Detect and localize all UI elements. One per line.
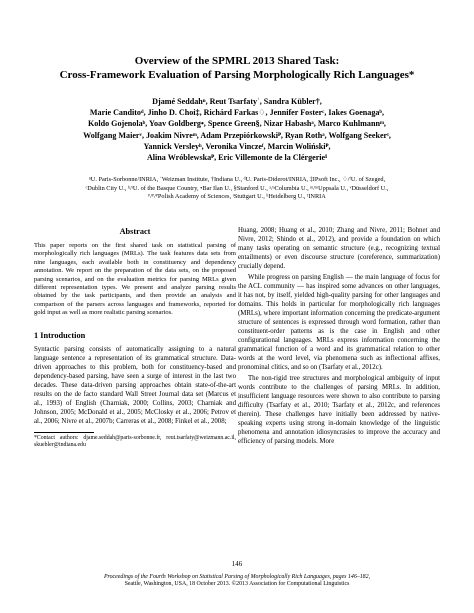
author-line: Koldo Gojenolaᵇ, Yoav Goldberg•, Spence Green§, Nizar Habashᵃ, Marco Kuhlmannᵐ, [88,119,386,129]
paper-title-line1: Overview of the SPMRL 2013 Shared Task: [134,55,340,67]
paper-title-line2: Cross-Framework Evaluation of Parsing Morphologically Rich Languages* [59,69,415,81]
author-line: Yannick Versleyʰ, Veronika Vinczeᶠ, Marcin Wolińskiᴾ, [143,141,331,151]
abstract-heading: Abstract [119,227,151,236]
right-column [238,226,440,446]
abstract-text: This paper reports on the first shared task on statistical parsing of morphologically rich languages (MRLs). The task features data sets from nine languages, each available both in constituency and dependency annotation. We report on the preparation of the data sets, on the proposed parsing scenarios, and on the evaluation metrics for parsing MRLs given different representation types. We present and analyze parsing results obtained by the task participants, and then provide an analysis and comparison of the parsers across languages and frameworks, reported for gold input as well as more realistic parsing scenarios. [34,242,236,317]
left-column [34,226,236,449]
affiliation-line: ⁿU. Paris-Sorbonne/INRIA, ʿWeizman Institute, †Indiana U., ᵈU. Paris-Diderot/INRIA, ‡IPsoft Inc., ♢/ᶠU. of Szeged, [88,176,386,183]
footnote-divider [34,432,94,433]
affiliation-line: ᶜDublin City U., ᵇ/ᵗU. of the Basque Country, •Bar Ilan U., §Stanford U., ᵃ/ᵃColumbia U., ᵐ/ᵐUppsala U., ᵛDüsseldorf U., [85,184,389,192]
affiliation-list [18,176,456,202]
author-line: Wolfgang Maierᵛ, Joakim Nivreᵐ, Adam Przepiórkowskiᴾ, Ryan Rothᵃ, Wolfgang Seekerᵗ, [83,130,391,140]
body-paragraph: Huang, 2008; Huang et al., 2010; Zhang and Nivre, 2011; Bohnet and Nivre, 2012; Shindo et al., 2012), and provide a foundation on which many tasks operating on semantic structure (e.g., recognizing textual entailments) or even discourse structure (coreference, summarization) crucially depend. [238,227,440,270]
author-line: Djamé Seddahⁿ, Reut Tsarfatyʿ, Sandra Kübler†, [152,97,322,106]
author-line: Alina Wróblewskaᴾ, Eric Villemonte de la Clérgerieᴵ [146,153,328,163]
section-heading-introduction: 1 Introduction [34,330,86,340]
affiliation-line: ᴾ/ᴾ/ᴾPolish Academy of Sciences, ᵗStuttgart U., ʰHeidelberg U., ᴵINRIA [148,193,326,201]
author-list [18,96,456,163]
proceedings-footer [30,574,444,589]
intro-paragraph: Syntactic parsing consists of automatically assigning to a natural language sentence a representation of its grammatical structure. Data-driven approaches to this problem, both for constituency-based and dependency-based parsing, have seen a surge of interest in the last two decades. These data-driven parsing approaches obtain state-of-the-art results on the de facto standard Wall Street Journal data set (Marcus et al., 1993) of English (Charniak, 2000; Collins, 2003; Charniak and Johnson, 2005; McDonald et al., 2005; McClosky et al., 2006; Petrov et al., 2006; Nivre et al., 2007b; Carreras et al., 2008; Finkel et al., 2008; [34,345,236,425]
footer-line: Seattle, Washington, USA, 18 October 2013. ©2013 Association for Computational Linguistics [124,581,350,588]
body-paragraph: While progress on parsing English — the main language of focus for the ACL community — has inspired some advances on other languages, it has not, by itself, yielded high-quality parsing for other languages and domains. This holds in particular for morphologically rich languages (MRLs), where important information concerning the predicate-argument structure of sentences is expressed through word formation, rather than constituent-order patterns as is the case in English and other configurational languages. MRLs express information concerning the grammatical function of a word and its grammatical relation to other words at the word level, via phenomena such as inflectional affixes, pronominal clitics, and so on (Tsarfaty et al., 2012c). [238,274,440,371]
page-number: 146 [231,560,243,568]
footnote-contact: *Contact authors: djame.seddah@paris-sorbonne.fr, reut.tsarfaty@weizmann.ac.il, skuebler@indiana.edu [34,434,236,448]
author-line: Marie Canditoᵈ, Jinho D. Choi‡, Richárd Farkas♢, Jennifer Fosterᶜ, Iakes Goenagaᵇ, [89,108,385,118]
body-paragraph: The non-rigid tree structures and morphological ambiguity of input words contribute to the challenges of parsing MRLs. In addition, insufficient language resources were shown to also contribute to parsing difficulty (Tsarfaty et al., 2010; Tsarfaty et al., 2012c, and references therein). These challenges have initially been addressed by native-speaking experts using strong in-domain knowledge of the linguistic phenomena and annotation idiosyncrasies to improve the accuracy and efficiency of parsing models. More [238,375,440,445]
footer-line: Proceedings of the Fourth Workshop on Statistical Parsing of Morphologically Rich Languages, pages 146–182, [103,574,371,580]
